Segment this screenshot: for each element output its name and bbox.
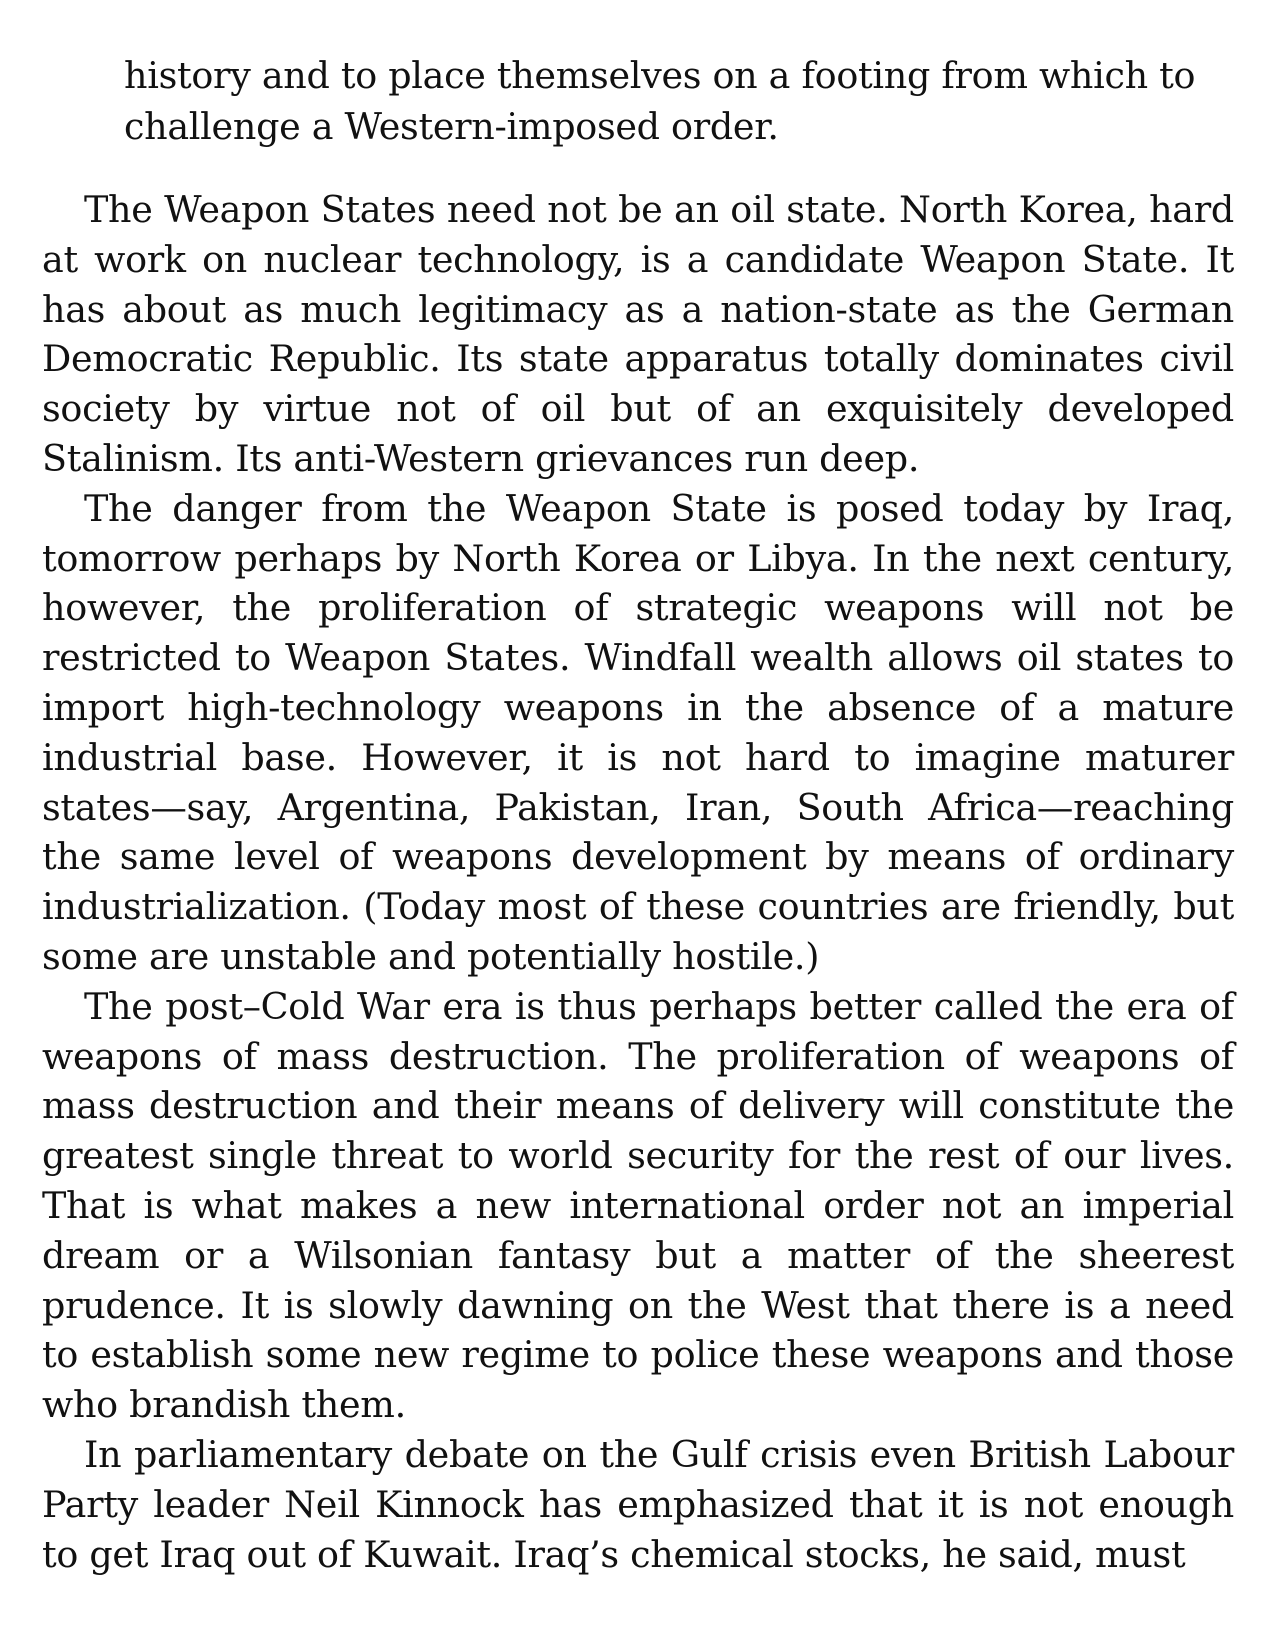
paragraph-weapon-states: The Weapon States need not be an oil state. North Korea, hard at work on nuclear technology, is a candidate Weapon State. It has about as much legitimacy as a nation-state as the German Democratic Republic. Its state apparatus totally dominates civil society by virtue not of oil but of an exquisitely developed Stalinism. Its anti-Western grievances run deep. (42, 188, 1234, 480)
section-gap (42, 152, 1234, 185)
block-quote-continuation: history and to place themselves on a footing from which to challenge a Western-imposed order. (124, 54, 1196, 148)
paragraph-parliamentary-debate: In parliamentary debate on the Gulf crisis even British Labour Party leader Neil Kinnock has emphasized that it is not enough to get Iraq out of Kuwait. Iraq’s chemical stocks, he said, must (42, 1432, 1234, 1576)
paragraph-danger-weapon-state: The danger from the Weapon State is posed today by Iraq, tomorrow perhaps by North Korea or Libya. In the next century, however, the proliferation of strategic weapons will not be restricted to Weapon States. Windfall wealth allows oil states to import high-technology weapons in the absence of a mature industrial base. However, it is not hard to imagine maturer states—say, Argentina, Pakistan, Iran, South Africa—reaching the same level of weapons development by means of ordinary industrialization. (Today most of these countries are friendly, but some are unstable and potentially hostile.) (42, 486, 1234, 978)
book-page (42, 50, 1234, 1579)
paragraph-post-cold-war-era: The post–Cold War era is thus perhaps better called the era of weapons of mass destruction. The proliferation of weapons of mass destruction and their means of delivery will constitute the greatest single threat to world security for the rest of our lives. That is what makes a new international order not an imperial dream or a Wilsonian fantasy but a matter of the sheerest prudence. It is slowly dawning on the West that there is a need to establish some new regime to police these weapons and those who brandish them. (42, 984, 1234, 1427)
